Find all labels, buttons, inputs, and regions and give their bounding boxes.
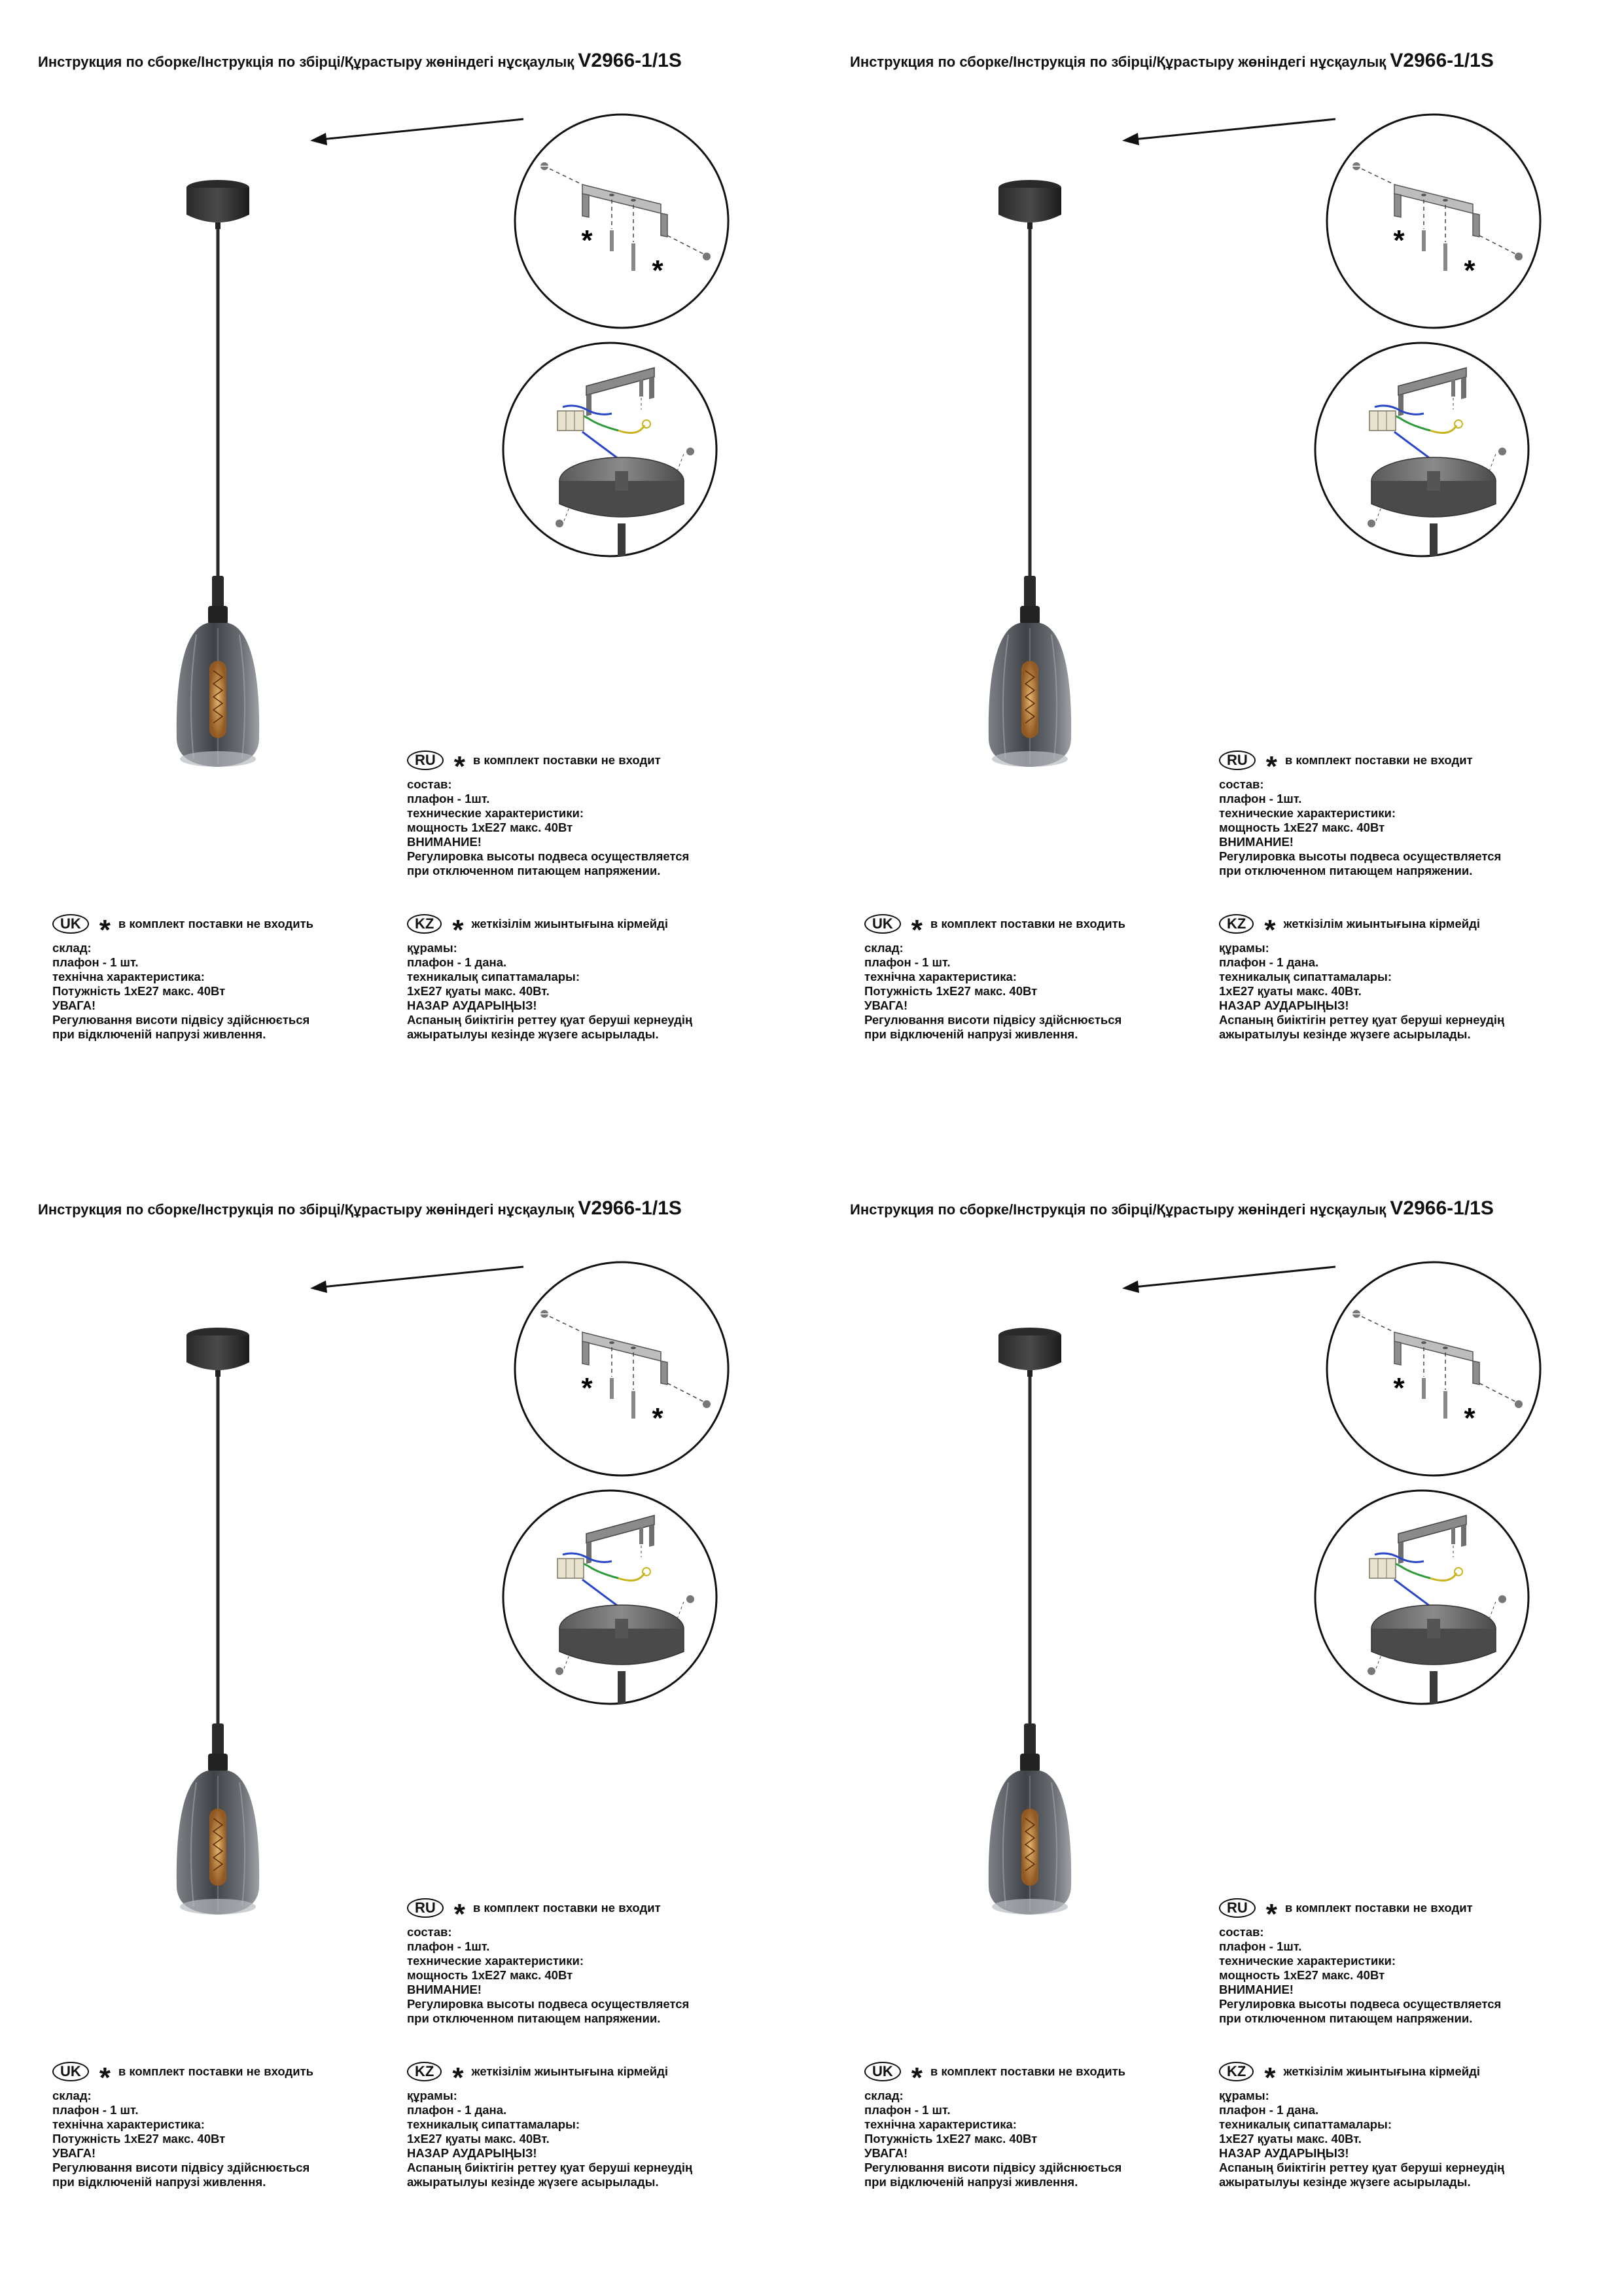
- cord-grip: [212, 1723, 224, 1756]
- language-badge-kz: KZ: [407, 2062, 442, 2081]
- detail-mounting-bracket: [515, 115, 728, 328]
- text-line: 1хЕ27 қуаты макс. 40Вт.: [407, 2132, 550, 2146]
- arrow-icon: [310, 119, 523, 145]
- instructions-uk: [864, 911, 1125, 1042]
- text-line: УВАГА!: [52, 2146, 96, 2160]
- text-line: технические характеристики:: [1219, 1954, 1396, 1968]
- text-line: Регулювання висоти підвісу здійснюється: [864, 2161, 1122, 2174]
- language-badge-uk: UK: [52, 2062, 89, 2081]
- cord-grip: [1024, 1723, 1036, 1756]
- text-line: при відключеній напрузі живлення.: [864, 1027, 1078, 1041]
- text-line: плафон - 1 дана.: [407, 2103, 507, 2117]
- text-line: при отключенном питающем напряжении.: [1219, 2011, 1473, 2025]
- text-line: ажыратылуы кезінде жүзеге асырылады.: [1219, 1027, 1471, 1041]
- text-line: ВНИМАНИЕ!: [407, 1983, 482, 1996]
- dowel-screw-icon: [1443, 243, 1447, 271]
- terminal-block-icon: [557, 411, 584, 431]
- text-line: при відключеній напрузі живлення.: [52, 1027, 266, 1041]
- not-included-note: жеткізілім жиынтығына кірмейді: [471, 2064, 668, 2078]
- text-line: Аспаның биіктігін реттеу қуат беруші кернеудің: [407, 2161, 693, 2174]
- asterisk-icon: *: [1265, 1898, 1277, 1930]
- screw-icon: [540, 162, 548, 170]
- model-number: V2966-1/1S: [578, 50, 682, 71]
- dowel-screw-icon: [1422, 230, 1426, 251]
- not-included-note: в комплект поставки не входить: [930, 917, 1126, 930]
- title-text: Инструкция по сборке/Інструкція по збірці/Құрастыру жөніндегі нұсқаулық: [38, 1201, 574, 1218]
- text-line: УВАГА!: [52, 998, 96, 1012]
- language-badge-uk: UK: [864, 2062, 901, 2081]
- text-line: плафон - 1 дана.: [407, 955, 507, 969]
- text-line: плафон - 1шт.: [407, 1939, 490, 1953]
- text-line: Потужність 1хЕ27 макс. 40Вт: [864, 2132, 1038, 2146]
- instructions-kz: [1219, 2058, 1504, 2189]
- language-badge-ru: RU: [1219, 1898, 1256, 1918]
- canopy: [998, 1335, 1061, 1370]
- cord-grip: [1024, 576, 1036, 609]
- model-number: V2966-1/1S: [578, 1197, 682, 1219]
- terminal-block-icon: [1369, 1559, 1396, 1578]
- language-badge-ru: RU: [407, 1898, 444, 1918]
- detail-mounting-bracket: [1327, 115, 1540, 328]
- asterisk-icon: *: [1264, 914, 1276, 946]
- lamp-socket: [208, 606, 228, 624]
- dowel-screw-icon: [610, 1378, 614, 1399]
- text-line: Регулировка высоты подвеса осуществляется: [1219, 1997, 1502, 2011]
- text-line: плафон - 1 дана.: [1219, 955, 1319, 969]
- text-line: НАЗАР АУДАРЫҢЫЗ!: [1219, 998, 1349, 1012]
- text-line: 1хЕ27 қуаты макс. 40Вт.: [1219, 984, 1362, 998]
- screw-icon: [1352, 162, 1360, 170]
- arrow-icon: [310, 1267, 523, 1293]
- asterisk-icon: *: [99, 2062, 111, 2094]
- text-line: ВНИМАНИЕ!: [407, 835, 482, 849]
- text-line: Регулировка высоты подвеса осуществляется: [1219, 849, 1502, 863]
- text-line: технічна характеристика:: [52, 970, 205, 983]
- not-included-note: в комплект поставки не входит: [472, 1901, 661, 1915]
- screw-icon: [703, 253, 711, 260]
- text-line: состав:: [407, 777, 452, 791]
- language-badge-kz: KZ: [1219, 914, 1254, 934]
- text-line: ажыратылуы кезінде жүзеге асырылады.: [407, 2175, 659, 2189]
- instructions-uk: [52, 911, 313, 1042]
- text-line: техникалық сипаттамалары:: [1219, 970, 1392, 983]
- screw-icon: [1368, 520, 1375, 527]
- text-line: плафон - 1шт.: [407, 792, 490, 805]
- detail-wiring-canopy: [1315, 1491, 1528, 1704]
- text-line: құрамы:: [1219, 2089, 1269, 2102]
- text-line: при отключенном питающем напряжении.: [407, 864, 661, 877]
- detail-wiring-canopy: [1315, 343, 1528, 556]
- text-line: мощность 1хЕ27 макс. 40Вт: [1219, 1968, 1385, 1982]
- language-badge-ru: RU: [1219, 751, 1256, 770]
- text-line: при відключеній напрузі живлення.: [52, 2175, 266, 2189]
- not-included-note: в комплект поставки не входит: [1284, 753, 1473, 767]
- text-line: ВНИМАНИЕ!: [1219, 1983, 1294, 1996]
- asterisk-icon: *: [1264, 2062, 1276, 2094]
- asterisk-mark-left: *: [1393, 1372, 1405, 1404]
- not-included-note: в комплект поставки не входить: [930, 2064, 1126, 2078]
- dowel-screw-icon: [1422, 1378, 1426, 1399]
- instruction-sheet: [812, 0, 1624, 1148]
- canopy: [186, 188, 249, 222]
- instruction-sheet: [0, 0, 812, 1148]
- edison-bulb: [209, 661, 226, 738]
- text-line: технічна характеристика:: [864, 970, 1017, 983]
- asterisk-icon: *: [452, 2062, 464, 2094]
- terminal-block-icon: [557, 1559, 584, 1578]
- text-line: мощность 1хЕ27 макс. 40Вт: [407, 821, 573, 834]
- text-line: плафон - 1шт.: [1219, 1939, 1302, 1953]
- dowel-screw-icon: [631, 243, 635, 271]
- screw-icon: [556, 1667, 563, 1675]
- pendant-lamp: [989, 1328, 1071, 1915]
- text-line: Аспаның биіктігін реттеу қуат беруші кернеудің: [407, 1013, 693, 1027]
- text-line: технічна характеристика:: [864, 2117, 1017, 2131]
- terminal-block-icon: [1369, 411, 1396, 431]
- text-line: НАЗАР АУДАРЫҢЫЗ!: [407, 2146, 537, 2160]
- not-included-note: в комплект поставки не входить: [118, 917, 314, 930]
- text-line: плафон - 1 шт.: [52, 955, 139, 969]
- language-badge-kz: KZ: [407, 914, 442, 934]
- text-line: мощность 1хЕ27 макс. 40Вт: [1219, 821, 1385, 834]
- dowel-screw-icon: [631, 1391, 635, 1419]
- instructions-ru: [1219, 747, 1501, 878]
- language-badge-kz: KZ: [1219, 2062, 1254, 2081]
- not-included-note: в комплект поставки не входит: [1284, 1901, 1473, 1915]
- instructions-kz: [1219, 911, 1504, 1042]
- text-line: Регулювання висоти підвісу здійснюється: [52, 1013, 310, 1027]
- screw-icon: [540, 1310, 548, 1318]
- asterisk-mark-left: *: [581, 224, 593, 256]
- text-line: Потужність 1хЕ27 макс. 40Вт: [52, 2132, 226, 2146]
- text-line: құрамы:: [1219, 941, 1269, 955]
- edison-bulb: [1021, 1809, 1038, 1886]
- instructions-kz: [407, 2058, 692, 2189]
- text-line: технические характеристики:: [407, 1954, 584, 1968]
- detail-mounting-bracket: [1327, 1262, 1540, 1475]
- asterisk-icon: *: [452, 914, 464, 946]
- asterisk-mark-left: *: [1393, 224, 1405, 256]
- text-line: Регулювання висоти підвісу здійснюється: [864, 1013, 1122, 1027]
- text-line: УВАГА!: [864, 998, 908, 1012]
- text-line: плафон - 1 дана.: [1219, 2103, 1319, 2117]
- text-line: плафон - 1 шт.: [864, 2103, 951, 2117]
- not-included-note: жеткізілім жиынтығына кірмейді: [1283, 2064, 1480, 2078]
- dowel-screw-icon: [1443, 1391, 1447, 1419]
- screw-icon: [1498, 1595, 1506, 1603]
- title-text: Инструкция по сборке/Інструкція по збірці/Құрастыру жөніндегі нұсқаулық: [850, 1201, 1386, 1218]
- arrow-icon: [1122, 119, 1335, 145]
- asterisk-icon: *: [911, 2062, 923, 2094]
- text-line: при відключеній напрузі живлення.: [864, 2175, 1078, 2189]
- text-line: Потужність 1хЕ27 макс. 40Вт: [52, 984, 226, 998]
- edison-bulb: [209, 1809, 226, 1886]
- asterisk-icon: *: [1265, 751, 1277, 783]
- text-line: құрамы:: [407, 2089, 457, 2102]
- text-line: склад:: [864, 2089, 904, 2102]
- text-line: состав:: [407, 1925, 452, 1939]
- text-line: техникалық сипаттамалары:: [1219, 2117, 1392, 2131]
- pendant-lamp: [177, 180, 259, 767]
- text-line: техникалық сипаттамалары:: [407, 970, 580, 983]
- pendant-lamp: [177, 1328, 259, 1915]
- not-included-note: жеткізілім жиынтығына кірмейді: [471, 917, 668, 930]
- lamp-socket: [1020, 1754, 1040, 1772]
- detail-wiring-canopy: [503, 1491, 716, 1704]
- instructions-ru: [1219, 1895, 1501, 2026]
- text-line: НАЗАР АУДАРЫҢЫЗ!: [407, 998, 537, 1012]
- screw-icon: [1368, 1667, 1375, 1675]
- text-line: ВНИМАНИЕ!: [1219, 835, 1294, 849]
- edison-bulb: [1021, 661, 1038, 738]
- text-line: 1хЕ27 қуаты макс. 40Вт.: [407, 984, 550, 998]
- text-line: Регулировка высоты подвеса осуществляется: [407, 849, 690, 863]
- text-line: Аспаның биіктігін реттеу қуат беруші кернеудің: [1219, 1013, 1505, 1027]
- instruction-sheet: [812, 1148, 1624, 2295]
- text-line: технічна характеристика:: [52, 2117, 205, 2131]
- text-line: плафон - 1шт.: [1219, 792, 1302, 805]
- model-number: V2966-1/1S: [1390, 50, 1494, 71]
- pendant-lamp: [989, 180, 1071, 767]
- language-badge-uk: UK: [52, 914, 89, 934]
- canopy: [186, 1335, 249, 1370]
- asterisk-icon: *: [99, 914, 111, 946]
- text-line: құрамы:: [407, 941, 457, 955]
- language-badge-uk: UK: [864, 914, 901, 934]
- model-number: V2966-1/1S: [1390, 1197, 1494, 1219]
- screw-icon: [1352, 1310, 1360, 1318]
- instructions-uk: [52, 2058, 313, 2189]
- text-line: плафон - 1 шт.: [52, 2103, 139, 2117]
- asterisk-mark-right: *: [1464, 255, 1475, 287]
- screw-icon: [686, 1595, 694, 1603]
- text-line: технические характеристики:: [407, 806, 584, 820]
- text-line: Регулювання висоти підвісу здійснюється: [52, 2161, 310, 2174]
- text-line: технические характеристики:: [1219, 806, 1396, 820]
- screw-icon: [1498, 448, 1506, 455]
- detail-mounting-bracket: [515, 1262, 728, 1475]
- text-line: Аспаның биіктігін реттеу қуат беруші кернеудің: [1219, 2161, 1505, 2174]
- asterisk-mark-right: *: [652, 1402, 663, 1434]
- detail-wiring-canopy: [503, 343, 716, 556]
- text-line: НАЗАР АУДАРЫҢЫЗ!: [1219, 2146, 1349, 2160]
- text-line: ажыратылуы кезінде жүзеге асырылады.: [407, 1027, 659, 1041]
- text-line: склад:: [864, 941, 904, 955]
- title-text: Инструкция по сборке/Інструкція по збірці/Құрастыру жөніндегі нұсқаулық: [38, 54, 574, 70]
- instructions-ru: [407, 1895, 689, 2026]
- instructions-uk: [864, 2058, 1125, 2189]
- text-line: УВАГА!: [864, 2146, 908, 2160]
- canopy: [998, 188, 1061, 222]
- cord-grip: [212, 576, 224, 609]
- screw-icon: [1515, 253, 1523, 260]
- asterisk-icon: *: [911, 914, 923, 946]
- not-included-note: жеткізілім жиынтығына кірмейді: [1283, 917, 1480, 930]
- asterisk-icon: *: [453, 751, 465, 783]
- text-line: склад:: [52, 2089, 92, 2102]
- asterisk-icon: *: [453, 1898, 465, 1930]
- dowel-screw-icon: [610, 230, 614, 251]
- screw-icon: [556, 520, 563, 527]
- asterisk-mark-right: *: [1464, 1402, 1475, 1434]
- text-line: состав:: [1219, 777, 1264, 791]
- asterisk-mark-right: *: [652, 255, 663, 287]
- text-line: Регулировка высоты подвеса осуществляется: [407, 1997, 690, 2011]
- not-included-note: в комплект поставки не входит: [472, 753, 661, 767]
- text-line: при отключенном питающем напряжении.: [407, 2011, 661, 2025]
- arrow-icon: [1122, 1267, 1335, 1293]
- text-line: мощность 1хЕ27 макс. 40Вт: [407, 1968, 573, 1982]
- instruction-sheet: [0, 1148, 812, 2295]
- text-line: Потужність 1хЕ27 макс. 40Вт: [864, 984, 1038, 998]
- text-line: при отключенном питающем напряжении.: [1219, 864, 1473, 877]
- instructions-kz: [407, 911, 692, 1042]
- text-line: ажыратылуы кезінде жүзеге асырылады.: [1219, 2175, 1471, 2189]
- lamp-socket: [208, 1754, 228, 1772]
- text-line: состав:: [1219, 1925, 1264, 1939]
- screw-icon: [703, 1400, 711, 1408]
- title-text: Инструкция по сборке/Інструкція по збірці/Құрастыру жөніндегі нұсқаулық: [850, 54, 1386, 70]
- text-line: склад:: [52, 941, 92, 955]
- text-line: 1хЕ27 қуаты макс. 40Вт.: [1219, 2132, 1362, 2146]
- lamp-socket: [1020, 606, 1040, 624]
- text-line: плафон - 1 шт.: [864, 955, 951, 969]
- asterisk-mark-left: *: [581, 1372, 593, 1404]
- screw-icon: [1515, 1400, 1523, 1408]
- not-included-note: в комплект поставки не входить: [118, 2064, 314, 2078]
- screw-icon: [686, 448, 694, 455]
- language-badge-ru: RU: [407, 751, 444, 770]
- text-line: техникалық сипаттамалары:: [407, 2117, 580, 2131]
- instructions-ru: [407, 747, 689, 878]
